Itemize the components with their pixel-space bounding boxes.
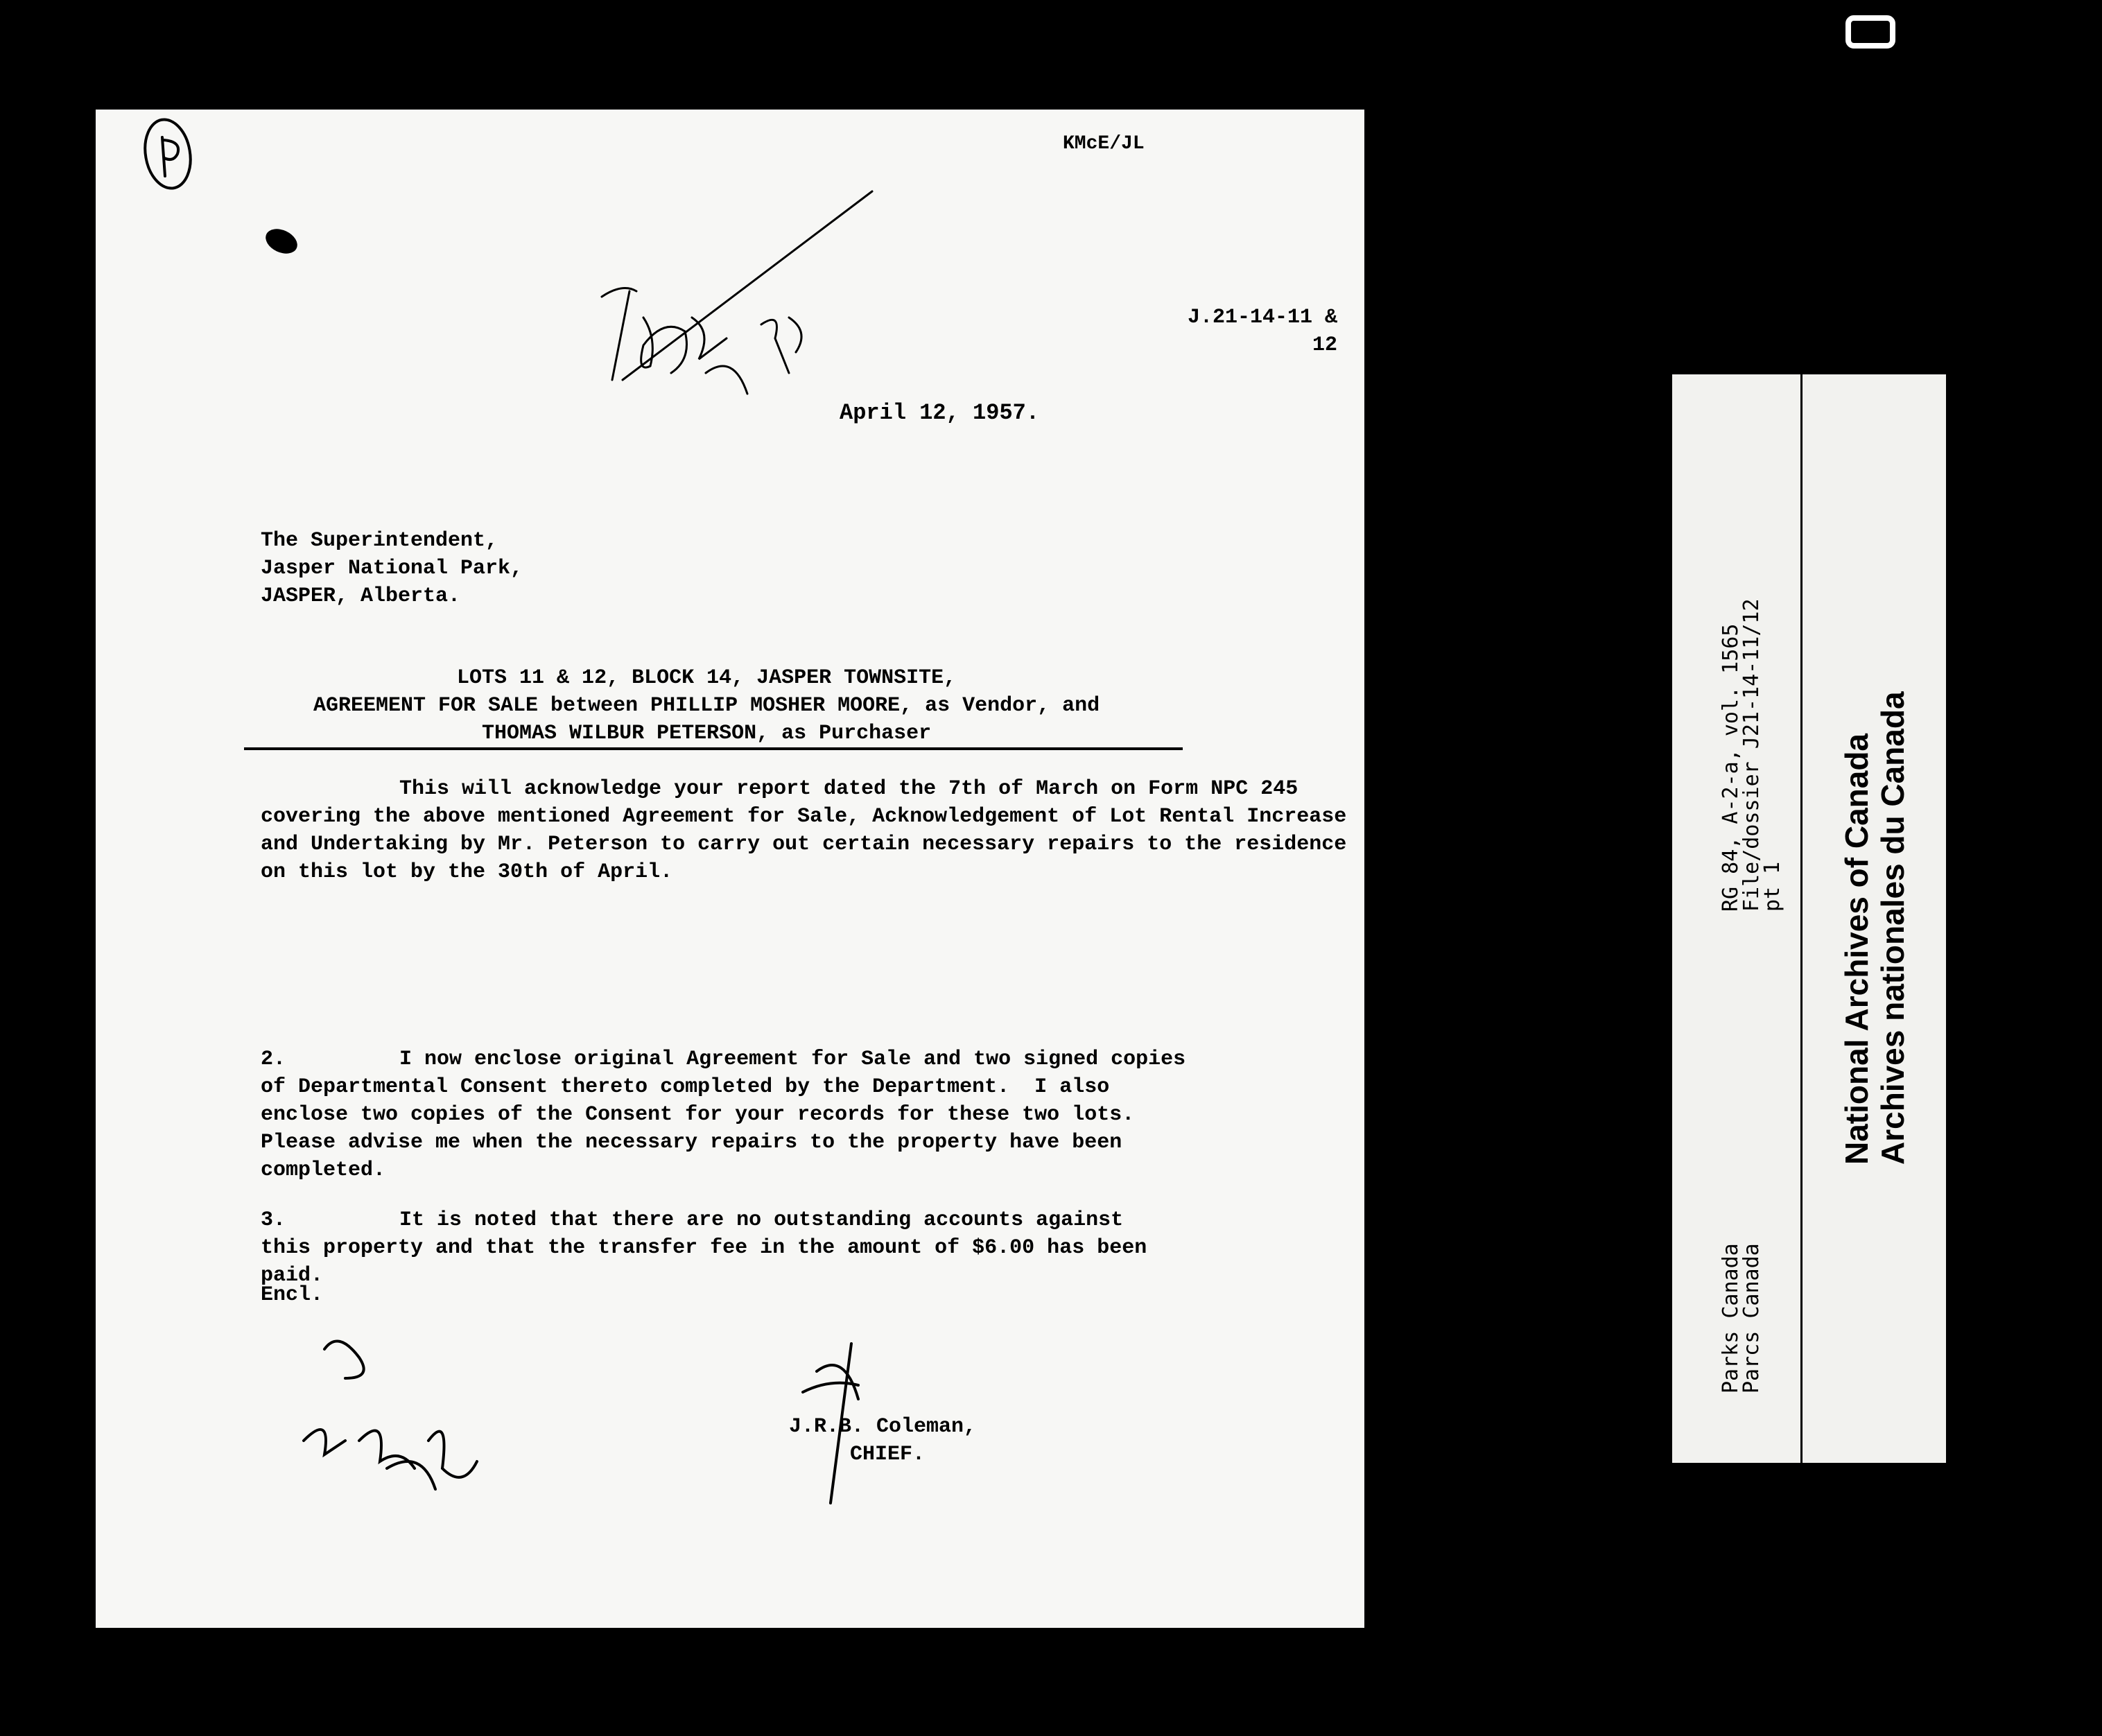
paragraph-2-line: of Departmental Consent thereto completed by the Department. I also: [261, 1075, 1110, 1099]
national-archives-label: [1839, 691, 1911, 1165]
archives-line: National Archives of Canada: [1839, 733, 1875, 1165]
central-scribble-mark: [602, 288, 801, 394]
paragraph-1: This will acknowledge your report dated the 7th of March on Form NPC 245 covering the above mentioned Agreement for Sale, Acknowledgement of Lot Rental Increase and Undertaking by Mr. Peterson to carry out certain necessary repairs to the residence on this lot by the 30th of April.: [261, 777, 1347, 884]
subject-line: AGREEMENT FOR SALE between PHILLIP MOSHER MOORE, as Vendor, and: [313, 694, 1100, 718]
paragraph-2: [261, 1045, 1370, 1184]
subject-line: LOTS 11 & 12, BLOCK 14, JASPER TOWNSITE,: [457, 666, 957, 690]
file-reference: [1188, 304, 1337, 359]
paragraph-2-line: enclose two copies of the Consent for your records for these two lots.: [261, 1103, 1135, 1127]
paragraph-3-line: paid.: [261, 1264, 324, 1287]
file-stamp: [1721, 598, 1783, 912]
addressee-line: Jasper National Park,: [261, 557, 523, 580]
enclosure-note: Encl.: [261, 1283, 324, 1307]
paragraph-3-line: this property and that the transfer fee in the amount of $6.00 has been: [261, 1236, 1147, 1260]
file-stamp-line: RG 84, A-2-a, vol. 1565: [1719, 623, 1743, 912]
parks-canada-label: [1721, 1243, 1762, 1394]
subject-line: THOMAS WILBUR PETERSON, as Purchaser: [482, 722, 932, 745]
file-reference-line-2: 12: [1312, 333, 1338, 357]
file-reference-line-1: J.21-14-11 &: [1188, 306, 1338, 329]
archives-line: Archives nationales du Canada: [1875, 691, 1911, 1165]
signatory-title: CHIEF.: [850, 1443, 926, 1466]
ink-blot-mark: [261, 224, 301, 258]
paragraph-2-line: I now enclose original Agreement for Sale and two signed copies: [399, 1048, 1186, 1071]
corner-frame-mark: [1845, 15, 1895, 49]
letter-date: April 12, 1957.: [840, 400, 1040, 426]
archive-tag-right-panel: [1811, 374, 1946, 1463]
paragraph-3: [261, 1206, 1370, 1290]
subject-underline: [244, 747, 1183, 750]
archive-tag-left-panel: [1672, 374, 1803, 1463]
addressee-line: The Superintendent,: [261, 529, 498, 553]
paragraph-3-line: It is noted that there are no outstanding accounts against: [399, 1208, 1124, 1232]
parks-line: Parcs Canada: [1739, 1243, 1764, 1394]
paragraph-2-number: 2.: [261, 1048, 286, 1071]
paragraph-2-line: completed.: [261, 1158, 386, 1182]
addressee-block: [261, 527, 523, 610]
signatory-name: J.R.B. Coleman,: [789, 1415, 977, 1439]
file-stamp-line: pt 1: [1760, 861, 1784, 912]
subject-block: [313, 664, 1100, 750]
circled-initial-mark: [140, 116, 196, 192]
paragraph-3-number: 3.: [261, 1208, 286, 1232]
paragraph-2-line: Please advise me when the necessary repairs to the property have been: [261, 1131, 1122, 1154]
parks-line: Parks Canada: [1719, 1243, 1743, 1394]
archive-file-tag: [1672, 374, 1946, 1463]
reference-initials: KMcE/JL: [1063, 133, 1145, 155]
bottom-left-signature-mark: [304, 1341, 477, 1489]
letter-page: [96, 110, 1364, 1628]
addressee-line: JASPER, Alberta.: [261, 584, 461, 608]
file-stamp-line: File/dossier J21-14-11/12: [1739, 598, 1764, 912]
